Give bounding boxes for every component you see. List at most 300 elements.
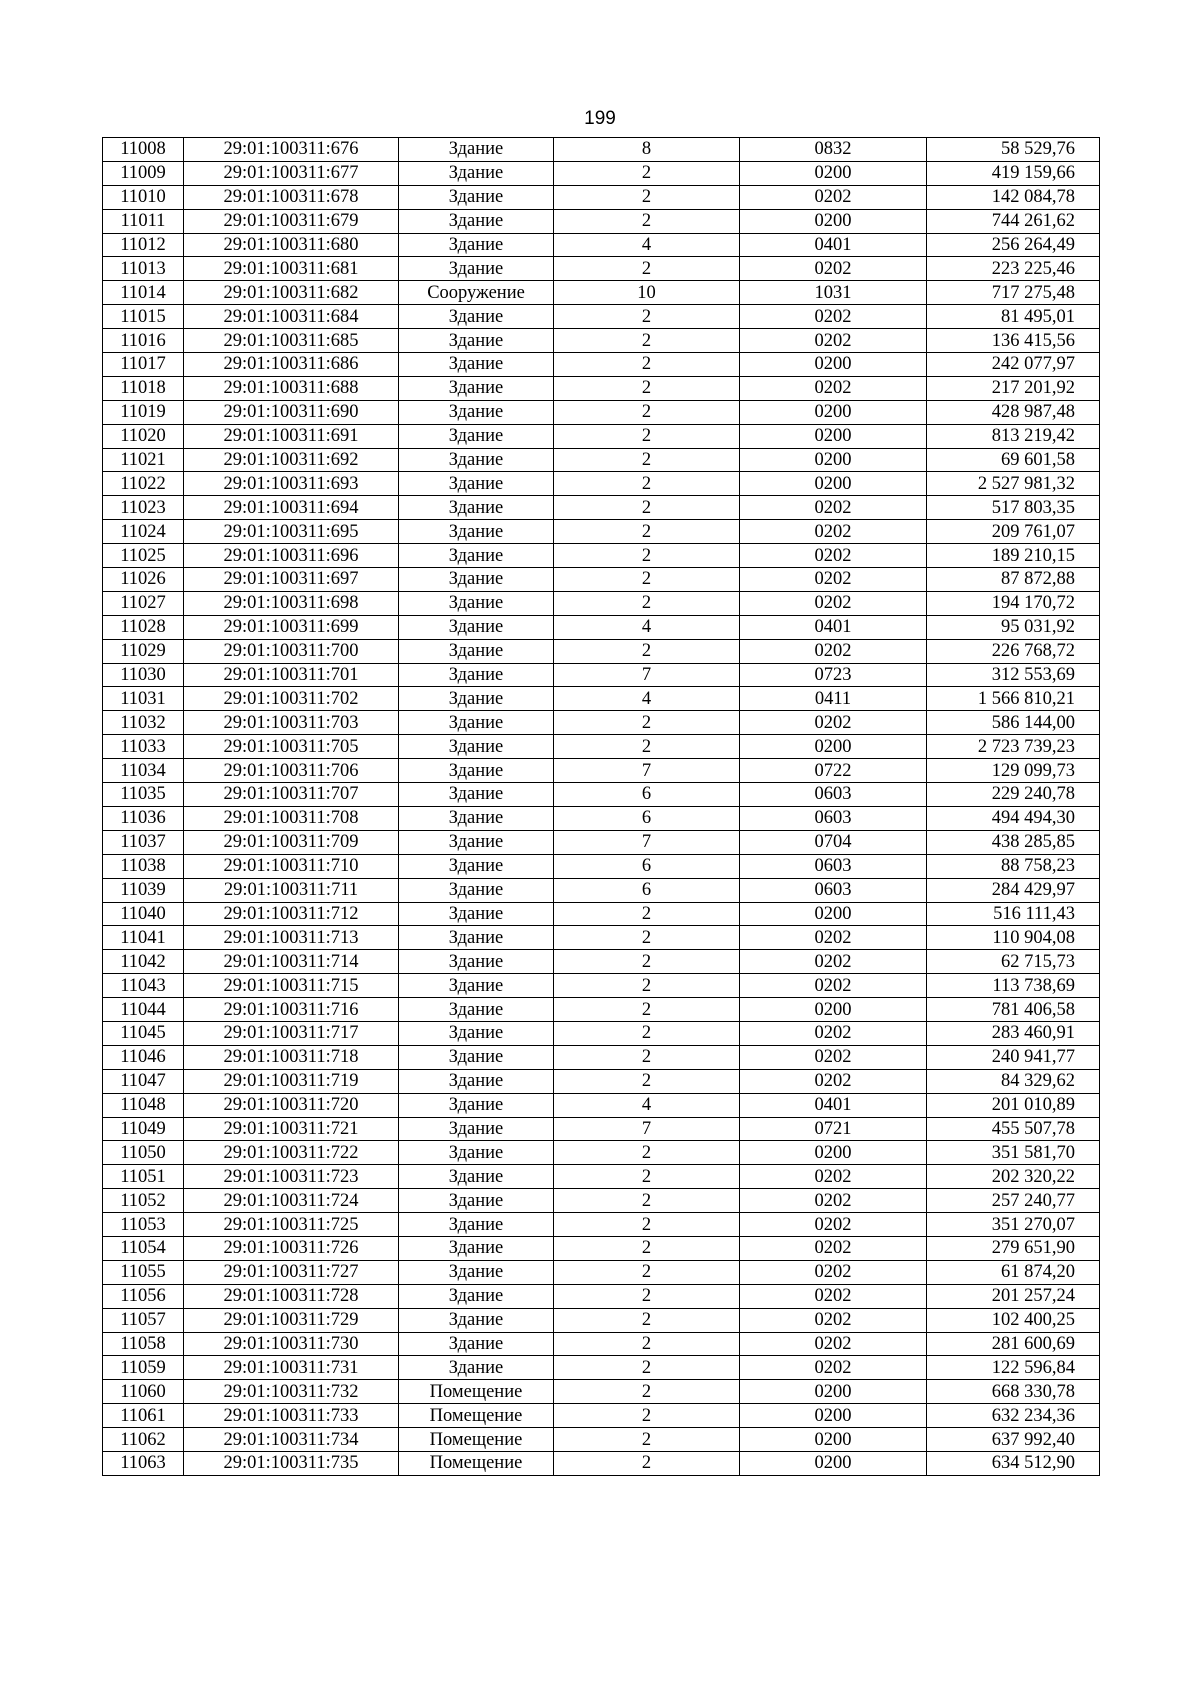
subgroup-code-cell: 0200 xyxy=(740,735,927,759)
object-type-cell: Здание xyxy=(399,711,554,735)
subgroup-code-cell: 0603 xyxy=(740,806,927,830)
cadastral-value-cell: 781 406,58 xyxy=(927,998,1100,1022)
group-number-cell: 2 xyxy=(554,1189,740,1213)
cadastral-value-cell: 419 159,66 xyxy=(927,161,1100,185)
row-number-cell: 11030 xyxy=(103,663,184,687)
subgroup-code-cell: 0202 xyxy=(740,496,927,520)
row-number-cell: 11040 xyxy=(103,902,184,926)
cadastral-value-cell: 637 992,40 xyxy=(927,1428,1100,1452)
object-type-cell: Здание xyxy=(399,1165,554,1189)
subgroup-code-cell: 0603 xyxy=(740,783,927,807)
object-type-cell: Здание xyxy=(399,1308,554,1332)
table-row xyxy=(103,353,1100,377)
row-number-cell: 11057 xyxy=(103,1308,184,1332)
table-row xyxy=(103,1284,1100,1308)
table-row xyxy=(103,1213,1100,1237)
cadastral-number-cell: 29:01:100311:684 xyxy=(184,305,399,329)
cadastral-number-cell: 29:01:100311:731 xyxy=(184,1356,399,1380)
subgroup-code-cell: 0202 xyxy=(740,639,927,663)
cadastral-number-cell: 29:01:100311:712 xyxy=(184,902,399,926)
cadastral-number-cell: 29:01:100311:679 xyxy=(184,209,399,233)
cadastral-value-cell: 122 596,84 xyxy=(927,1356,1100,1380)
group-number-cell: 7 xyxy=(554,663,740,687)
cadastral-value-cell: 257 240,77 xyxy=(927,1189,1100,1213)
cadastral-value-cell: 194 170,72 xyxy=(927,591,1100,615)
group-number-cell: 2 xyxy=(554,424,740,448)
row-number-cell: 11060 xyxy=(103,1380,184,1404)
cadastral-number-cell: 29:01:100311:685 xyxy=(184,329,399,353)
object-type-cell: Здание xyxy=(399,687,554,711)
subgroup-code-cell: 0200 xyxy=(740,1404,927,1428)
row-number-cell: 11025 xyxy=(103,544,184,568)
subgroup-code-cell: 0603 xyxy=(740,854,927,878)
row-number-cell: 11059 xyxy=(103,1356,184,1380)
object-type-cell: Сооружение xyxy=(399,281,554,305)
group-number-cell: 2 xyxy=(554,544,740,568)
cadastral-value-cell: 61 874,20 xyxy=(927,1260,1100,1284)
cadastral-number-cell: 29:01:100311:706 xyxy=(184,759,399,783)
group-number-cell: 2 xyxy=(554,1308,740,1332)
cadastral-value-cell: 69 601,58 xyxy=(927,448,1100,472)
cadastral-number-cell: 29:01:100311:678 xyxy=(184,185,399,209)
object-type-cell: Здание xyxy=(399,1356,554,1380)
group-number-cell: 2 xyxy=(554,1045,740,1069)
row-number-cell: 11042 xyxy=(103,950,184,974)
table-row xyxy=(103,520,1100,544)
cadastral-number-cell: 29:01:100311:721 xyxy=(184,1117,399,1141)
object-type-cell: Здание xyxy=(399,1236,554,1260)
subgroup-code-cell: 0200 xyxy=(740,424,927,448)
object-type-cell: Здание xyxy=(399,496,554,520)
object-type-cell: Помещение xyxy=(399,1404,554,1428)
cadastral-value-cell: 136 415,56 xyxy=(927,329,1100,353)
table-row xyxy=(103,806,1100,830)
row-number-cell: 11031 xyxy=(103,687,184,711)
row-number-cell: 11032 xyxy=(103,711,184,735)
object-type-cell: Здание xyxy=(399,568,554,592)
row-number-cell: 11039 xyxy=(103,878,184,902)
cadastral-number-cell: 29:01:100311:716 xyxy=(184,998,399,1022)
cadastral-value-cell: 632 234,36 xyxy=(927,1404,1100,1428)
cadastral-number-cell: 29:01:100311:718 xyxy=(184,1045,399,1069)
row-number-cell: 11026 xyxy=(103,568,184,592)
row-number-cell: 11046 xyxy=(103,1045,184,1069)
object-type-cell: Здание xyxy=(399,1093,554,1117)
cadastral-number-cell: 29:01:100311:726 xyxy=(184,1236,399,1260)
row-number-cell: 11020 xyxy=(103,424,184,448)
table-row xyxy=(103,974,1100,998)
subgroup-code-cell: 0200 xyxy=(740,1141,927,1165)
group-number-cell: 2 xyxy=(554,520,740,544)
subgroup-code-cell: 0401 xyxy=(740,615,927,639)
subgroup-code-cell: 0411 xyxy=(740,687,927,711)
table-row xyxy=(103,878,1100,902)
group-number-cell: 2 xyxy=(554,1451,740,1475)
row-number-cell: 11038 xyxy=(103,854,184,878)
cadastral-number-cell: 29:01:100311:693 xyxy=(184,472,399,496)
table-row xyxy=(103,830,1100,854)
subgroup-code-cell: 1031 xyxy=(740,281,927,305)
cadastral-value-cell: 744 261,62 xyxy=(927,209,1100,233)
cadastral-number-cell: 29:01:100311:676 xyxy=(184,138,399,162)
subgroup-code-cell: 0202 xyxy=(740,950,927,974)
cadastral-number-cell: 29:01:100311:688 xyxy=(184,376,399,400)
row-number-cell: 11034 xyxy=(103,759,184,783)
cadastral-value-cell: 129 099,73 xyxy=(927,759,1100,783)
cadastral-value-cell: 142 084,78 xyxy=(927,185,1100,209)
cadastral-number-cell: 29:01:100311:695 xyxy=(184,520,399,544)
row-number-cell: 11055 xyxy=(103,1260,184,1284)
table-row xyxy=(103,1451,1100,1475)
subgroup-code-cell: 0202 xyxy=(740,1165,927,1189)
group-number-cell: 2 xyxy=(554,1141,740,1165)
object-type-cell: Здание xyxy=(399,1045,554,1069)
cadastral-number-cell: 29:01:100311:690 xyxy=(184,400,399,424)
row-number-cell: 11018 xyxy=(103,376,184,400)
object-type-cell: Здание xyxy=(399,1260,554,1284)
subgroup-code-cell: 0200 xyxy=(740,1380,927,1404)
row-number-cell: 11058 xyxy=(103,1332,184,1356)
row-number-cell: 11029 xyxy=(103,639,184,663)
table-row xyxy=(103,1404,1100,1428)
cadastral-value-cell: 240 941,77 xyxy=(927,1045,1100,1069)
cadastral-value-cell: 717 275,48 xyxy=(927,281,1100,305)
group-number-cell: 2 xyxy=(554,1236,740,1260)
subgroup-code-cell: 0202 xyxy=(740,1260,927,1284)
table-row xyxy=(103,161,1100,185)
cadastral-value-cell: 438 285,85 xyxy=(927,830,1100,854)
table-row xyxy=(103,209,1100,233)
subgroup-code-cell: 0721 xyxy=(740,1117,927,1141)
cadastral-value-cell: 813 219,42 xyxy=(927,424,1100,448)
group-number-cell: 2 xyxy=(554,1069,740,1093)
subgroup-code-cell: 0202 xyxy=(740,711,927,735)
table-row xyxy=(103,1189,1100,1213)
object-type-cell: Здание xyxy=(399,639,554,663)
cadastral-number-cell: 29:01:100311:694 xyxy=(184,496,399,520)
cadastral-number-cell: 29:01:100311:682 xyxy=(184,281,399,305)
table-row xyxy=(103,639,1100,663)
cadastral-number-cell: 29:01:100311:734 xyxy=(184,1428,399,1452)
cadastral-number-cell: 29:01:100311:701 xyxy=(184,663,399,687)
cadastral-number-cell: 29:01:100311:681 xyxy=(184,257,399,281)
cadastral-value-cell: 209 761,07 xyxy=(927,520,1100,544)
subgroup-code-cell: 0603 xyxy=(740,878,927,902)
row-number-cell: 11015 xyxy=(103,305,184,329)
cadastral-value-cell: 281 600,69 xyxy=(927,1332,1100,1356)
cadastral-value-cell: 279 651,90 xyxy=(927,1236,1100,1260)
cadastral-number-cell: 29:01:100311:728 xyxy=(184,1284,399,1308)
subgroup-code-cell: 0202 xyxy=(740,568,927,592)
row-number-cell: 11047 xyxy=(103,1069,184,1093)
subgroup-code-cell: 0202 xyxy=(740,974,927,998)
cadastral-number-cell: 29:01:100311:711 xyxy=(184,878,399,902)
group-number-cell: 2 xyxy=(554,376,740,400)
group-number-cell: 2 xyxy=(554,1284,740,1308)
row-number-cell: 11008 xyxy=(103,138,184,162)
row-number-cell: 11051 xyxy=(103,1165,184,1189)
group-number-cell: 2 xyxy=(554,400,740,424)
table-row xyxy=(103,926,1100,950)
group-number-cell: 2 xyxy=(554,568,740,592)
subgroup-code-cell: 0200 xyxy=(740,472,927,496)
row-number-cell: 11022 xyxy=(103,472,184,496)
table-row xyxy=(103,1117,1100,1141)
table-row xyxy=(103,735,1100,759)
subgroup-code-cell: 0202 xyxy=(740,1213,927,1237)
table-row xyxy=(103,233,1100,257)
row-number-cell: 11061 xyxy=(103,1404,184,1428)
group-number-cell: 2 xyxy=(554,472,740,496)
group-number-cell: 7 xyxy=(554,830,740,854)
cadastral-number-cell: 29:01:100311:717 xyxy=(184,1021,399,1045)
cadastral-value-cell: 284 429,97 xyxy=(927,878,1100,902)
group-number-cell: 4 xyxy=(554,687,740,711)
cadastral-number-cell: 29:01:100311:722 xyxy=(184,1141,399,1165)
group-number-cell: 2 xyxy=(554,1380,740,1404)
cadastral-number-cell: 29:01:100311:715 xyxy=(184,974,399,998)
cadastral-value-cell: 95 031,92 xyxy=(927,615,1100,639)
group-number-cell: 2 xyxy=(554,1213,740,1237)
object-type-cell: Здание xyxy=(399,591,554,615)
cadastral-number-cell: 29:01:100311:713 xyxy=(184,926,399,950)
cadastral-value-cell: 113 738,69 xyxy=(927,974,1100,998)
cadastral-value-cell: 81 495,01 xyxy=(927,305,1100,329)
group-number-cell: 2 xyxy=(554,735,740,759)
group-number-cell: 2 xyxy=(554,926,740,950)
cadastral-number-cell: 29:01:100311:707 xyxy=(184,783,399,807)
group-number-cell: 8 xyxy=(554,138,740,162)
row-number-cell: 11052 xyxy=(103,1189,184,1213)
table-row xyxy=(103,281,1100,305)
cadastral-number-cell: 29:01:100311:677 xyxy=(184,161,399,185)
row-number-cell: 11054 xyxy=(103,1236,184,1260)
subgroup-code-cell: 0401 xyxy=(740,1093,927,1117)
object-type-cell: Здание xyxy=(399,998,554,1022)
object-type-cell: Здание xyxy=(399,735,554,759)
row-number-cell: 11021 xyxy=(103,448,184,472)
group-number-cell: 2 xyxy=(554,1428,740,1452)
cadastral-value-cell: 1 566 810,21 xyxy=(927,687,1100,711)
group-number-cell: 10 xyxy=(554,281,740,305)
group-number-cell: 2 xyxy=(554,1021,740,1045)
row-number-cell: 11033 xyxy=(103,735,184,759)
group-number-cell: 2 xyxy=(554,496,740,520)
table-row xyxy=(103,591,1100,615)
cadastral-value-cell: 201 010,89 xyxy=(927,1093,1100,1117)
cadastral-value-cell: 586 144,00 xyxy=(927,711,1100,735)
cadastral-value-cell: 110 904,08 xyxy=(927,926,1100,950)
object-type-cell: Здание xyxy=(399,759,554,783)
row-number-cell: 11041 xyxy=(103,926,184,950)
object-type-cell: Здание xyxy=(399,1021,554,1045)
object-type-cell: Здание xyxy=(399,544,554,568)
object-type-cell: Здание xyxy=(399,376,554,400)
table-row xyxy=(103,663,1100,687)
cadastral-number-cell: 29:01:100311:729 xyxy=(184,1308,399,1332)
object-type-cell: Здание xyxy=(399,400,554,424)
object-type-cell: Здание xyxy=(399,520,554,544)
row-number-cell: 11017 xyxy=(103,353,184,377)
subgroup-code-cell: 0202 xyxy=(740,1021,927,1045)
table-row xyxy=(103,544,1100,568)
cadastral-value-cell: 428 987,48 xyxy=(927,400,1100,424)
group-number-cell: 2 xyxy=(554,998,740,1022)
table-row xyxy=(103,472,1100,496)
subgroup-code-cell: 0202 xyxy=(740,376,927,400)
cadastral-value-cell: 517 803,35 xyxy=(927,496,1100,520)
row-number-cell: 11010 xyxy=(103,185,184,209)
subgroup-code-cell: 0200 xyxy=(740,998,927,1022)
group-number-cell: 2 xyxy=(554,1356,740,1380)
table-row xyxy=(103,138,1100,162)
table-row xyxy=(103,711,1100,735)
object-type-cell: Здание xyxy=(399,830,554,854)
row-number-cell: 11011 xyxy=(103,209,184,233)
group-number-cell: 2 xyxy=(554,329,740,353)
cadastral-number-cell: 29:01:100311:720 xyxy=(184,1093,399,1117)
object-type-cell: Здание xyxy=(399,185,554,209)
row-number-cell: 11009 xyxy=(103,161,184,185)
group-number-cell: 6 xyxy=(554,854,740,878)
subgroup-code-cell: 0723 xyxy=(740,663,927,687)
cadastral-number-cell: 29:01:100311:725 xyxy=(184,1213,399,1237)
cadastral-value-cell: 351 270,07 xyxy=(927,1213,1100,1237)
cadastral-value-cell: 668 330,78 xyxy=(927,1380,1100,1404)
object-type-cell: Здание xyxy=(399,257,554,281)
cadastral-number-cell: 29:01:100311:730 xyxy=(184,1332,399,1356)
group-number-cell: 6 xyxy=(554,783,740,807)
subgroup-code-cell: 0202 xyxy=(740,520,927,544)
subgroup-code-cell: 0202 xyxy=(740,1045,927,1069)
cadastral-number-cell: 29:01:100311:709 xyxy=(184,830,399,854)
group-number-cell: 6 xyxy=(554,806,740,830)
cadastral-number-cell: 29:01:100311:686 xyxy=(184,353,399,377)
group-number-cell: 2 xyxy=(554,974,740,998)
group-number-cell: 2 xyxy=(554,353,740,377)
table-row xyxy=(103,448,1100,472)
row-number-cell: 11037 xyxy=(103,830,184,854)
row-number-cell: 11035 xyxy=(103,783,184,807)
subgroup-code-cell: 0202 xyxy=(740,1308,927,1332)
cadastral-value-cell: 351 581,70 xyxy=(927,1141,1100,1165)
group-number-cell: 2 xyxy=(554,1165,740,1189)
table-row xyxy=(103,305,1100,329)
table-row xyxy=(103,424,1100,448)
table-row xyxy=(103,257,1100,281)
table-row xyxy=(103,902,1100,926)
page-number: 199 xyxy=(584,108,616,129)
row-number-cell: 11019 xyxy=(103,400,184,424)
group-number-cell: 4 xyxy=(554,1093,740,1117)
subgroup-code-cell: 0722 xyxy=(740,759,927,783)
cadastral-value-cell: 226 768,72 xyxy=(927,639,1100,663)
group-number-cell: 2 xyxy=(554,639,740,663)
object-type-cell: Здание xyxy=(399,1332,554,1356)
row-number-cell: 11056 xyxy=(103,1284,184,1308)
table-row xyxy=(103,950,1100,974)
table-row xyxy=(103,1093,1100,1117)
row-number-cell: 11050 xyxy=(103,1141,184,1165)
object-type-cell: Здание xyxy=(399,950,554,974)
table-row xyxy=(103,376,1100,400)
cadastral-number-cell: 29:01:100311:691 xyxy=(184,424,399,448)
table-row xyxy=(103,1021,1100,1045)
subgroup-code-cell: 0704 xyxy=(740,830,927,854)
group-number-cell: 4 xyxy=(554,615,740,639)
object-type-cell: Здание xyxy=(399,974,554,998)
cadastral-value-cell: 455 507,78 xyxy=(927,1117,1100,1141)
cadastral-value-cell: 283 460,91 xyxy=(927,1021,1100,1045)
row-number-cell: 11062 xyxy=(103,1428,184,1452)
object-type-cell: Здание xyxy=(399,854,554,878)
table-row xyxy=(103,759,1100,783)
cadastral-value-table xyxy=(102,137,1100,1476)
subgroup-code-cell: 0202 xyxy=(740,305,927,329)
table-row xyxy=(103,1428,1100,1452)
row-number-cell: 11053 xyxy=(103,1213,184,1237)
table-row xyxy=(103,1332,1100,1356)
object-type-cell: Здание xyxy=(399,783,554,807)
subgroup-code-cell: 0202 xyxy=(740,257,927,281)
table-row xyxy=(103,1356,1100,1380)
cadastral-value-cell: 2 527 981,32 xyxy=(927,472,1100,496)
object-type-cell: Здание xyxy=(399,1117,554,1141)
table-row xyxy=(103,329,1100,353)
row-number-cell: 11016 xyxy=(103,329,184,353)
subgroup-code-cell: 0200 xyxy=(740,209,927,233)
cadastral-number-cell: 29:01:100311:696 xyxy=(184,544,399,568)
row-number-cell: 11013 xyxy=(103,257,184,281)
table-row xyxy=(103,1141,1100,1165)
cadastral-number-cell: 29:01:100311:714 xyxy=(184,950,399,974)
subgroup-code-cell: 0200 xyxy=(740,448,927,472)
object-type-cell: Здание xyxy=(399,209,554,233)
object-type-cell: Здание xyxy=(399,353,554,377)
subgroup-code-cell: 0200 xyxy=(740,353,927,377)
cadastral-value-cell: 516 111,43 xyxy=(927,902,1100,926)
object-type-cell: Здание xyxy=(399,1213,554,1237)
cadastral-value-cell: 84 329,62 xyxy=(927,1069,1100,1093)
object-type-cell: Здание xyxy=(399,1069,554,1093)
table-row xyxy=(103,568,1100,592)
cadastral-number-cell: 29:01:100311:708 xyxy=(184,806,399,830)
group-number-cell: 2 xyxy=(554,902,740,926)
subgroup-code-cell: 0202 xyxy=(740,1189,927,1213)
cadastral-number-cell: 29:01:100311:700 xyxy=(184,639,399,663)
object-type-cell: Здание xyxy=(399,329,554,353)
cadastral-value-cell: 229 240,78 xyxy=(927,783,1100,807)
cadastral-number-cell: 29:01:100311:697 xyxy=(184,568,399,592)
cadastral-value-cell: 256 264,49 xyxy=(927,233,1100,257)
cadastral-number-cell: 29:01:100311:710 xyxy=(184,854,399,878)
cadastral-value-cell: 201 257,24 xyxy=(927,1284,1100,1308)
cadastral-number-cell: 29:01:100311:719 xyxy=(184,1069,399,1093)
subgroup-code-cell: 0202 xyxy=(740,1236,927,1260)
object-type-cell: Здание xyxy=(399,424,554,448)
table-row xyxy=(103,1045,1100,1069)
group-number-cell: 2 xyxy=(554,185,740,209)
subgroup-code-cell: 0200 xyxy=(740,161,927,185)
subgroup-code-cell: 0202 xyxy=(740,185,927,209)
object-type-cell: Здание xyxy=(399,926,554,950)
row-number-cell: 11044 xyxy=(103,998,184,1022)
subgroup-code-cell: 0202 xyxy=(740,1069,927,1093)
subgroup-code-cell: 0202 xyxy=(740,926,927,950)
cadastral-number-cell: 29:01:100311:699 xyxy=(184,615,399,639)
cadastral-value-cell: 242 077,97 xyxy=(927,353,1100,377)
cadastral-number-cell: 29:01:100311:702 xyxy=(184,687,399,711)
